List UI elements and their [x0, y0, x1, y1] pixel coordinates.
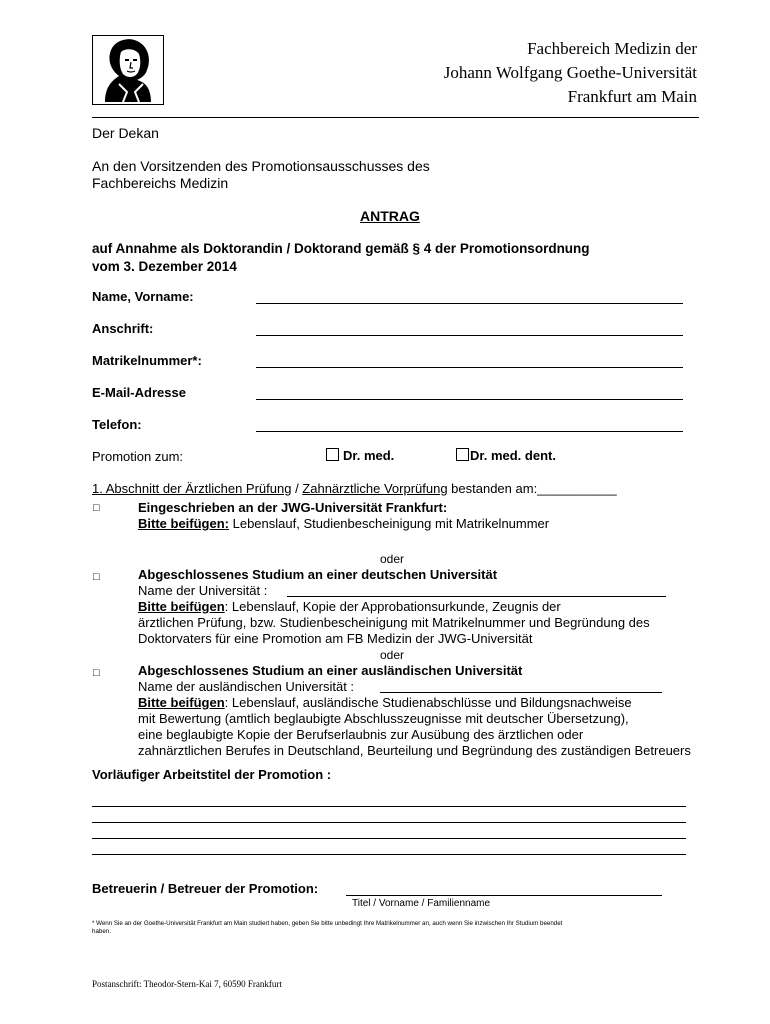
phone-input-line[interactable]: [256, 431, 683, 432]
work-title-line-4[interactable]: [92, 854, 686, 855]
option-b: [138, 567, 650, 647]
matriculation-input-line[interactable]: [256, 367, 683, 368]
exam-part-3: bestanden am:___________: [447, 481, 617, 496]
recipient: [92, 158, 430, 192]
option-a-attach-label: Bitte beifügen:: [138, 516, 229, 531]
checkbox-dr-med-dent[interactable]: [456, 448, 469, 461]
option-dr-med-dent[interactable]: [456, 448, 556, 463]
option-a-attach-text: Lebenslauf, Studienbescheinigung mit Matrikelnummer: [229, 516, 550, 531]
option-c-line-1: : Lebenslauf, ausländische Studienabschlüsse und Bildungsnachweise: [224, 695, 632, 710]
option-b-attach-label: Bitte beifügen: [138, 599, 225, 614]
field-label-email: E-Mail-Adresse: [92, 385, 186, 400]
field-label-address: Anschrift:: [92, 321, 154, 336]
recipient-line-2: Fachbereichs Medizin: [92, 175, 229, 191]
footnote-line-1: * Wenn Sie an der Goethe-Universität Frankfurt am Main studiert haben, geben Sie bitte unbedingt Ihre Matrikelnummer an, auch wenn Sie inzwischen Ihr Studium beendet: [92, 920, 563, 927]
option-dr-med-dent-label: Dr. med. dent.: [470, 448, 556, 463]
supervisor-input-line[interactable]: [346, 895, 662, 896]
option-b-checkbox[interactable]: □: [93, 571, 100, 583]
work-title-line-3[interactable]: [92, 838, 686, 839]
subtitle-line-2: vom 3. Dezember 2014: [92, 259, 237, 274]
option-b-line-3: Doktorvaters für eine Promotion am FB Medizin der JWG-Universität: [138, 631, 533, 646]
option-c-heading: Abgeschlossenes Studium an einer ausländischen Universität: [138, 663, 523, 678]
field-label-name: Name, Vorname:: [92, 289, 194, 304]
promotion-label: Promotion zum:: [92, 449, 184, 464]
exam-line: [92, 481, 617, 496]
work-title-line-1[interactable]: [92, 806, 686, 807]
recipient-line-1: An den Vorsitzenden des Promotionsausschusses des: [92, 158, 430, 174]
option-dr-med-label: Dr. med.: [343, 448, 395, 463]
option-c-line-4: zahnärztlichen Berufes in Deutschland, Beurteilung und Begründung des zuständigen Betreuers: [138, 743, 691, 758]
exam-part-1: 1. Abschnitt der Ärztlichen Prüfung: [92, 481, 292, 496]
option-dr-med[interactable]: [326, 448, 394, 463]
or-separator-2: oder: [380, 648, 405, 662]
option-b-uni-label: Name der Universität :: [138, 583, 268, 598]
option-c-uni-label: Name der ausländischen Universität :: [138, 679, 355, 694]
option-c-line-3: eine beglaubigte Kopie der Berufserlaubnis zur Ausübung des ärztlichen oder: [138, 727, 584, 742]
option-c-uni-input-line[interactable]: [380, 692, 662, 693]
sender: Der Dekan: [92, 125, 159, 141]
option-c: [138, 663, 691, 759]
footnote-line-2: haben.: [92, 928, 111, 935]
footnote: [92, 920, 702, 936]
supervisor-hint: Titel / Vorname / Familienname: [352, 898, 491, 909]
option-c-attach-label: Bitte beifügen: [138, 695, 225, 710]
field-label-matriculation: Matrikelnummer*:: [92, 353, 202, 368]
goethe-logo: [92, 35, 164, 105]
header-rule: [92, 117, 699, 118]
exam-part-2: Zahnärztliche Vorprüfung: [302, 481, 448, 496]
header-line-1: Fachbereich Medizin der: [527, 39, 697, 58]
option-a: [138, 500, 549, 532]
header-line-3: Frankfurt am Main: [567, 87, 697, 106]
option-c-checkbox[interactable]: □: [93, 667, 100, 679]
work-title-line-2[interactable]: [92, 822, 686, 823]
work-title-label: Vorläufiger Arbeitstitel der Promotion :: [92, 767, 332, 782]
field-label-phone: Telefon:: [92, 417, 142, 432]
subtitle-line-1: auf Annahme als Doktorandin / Doktorand gemäß § 4 der Promotionsordnung: [92, 241, 590, 256]
email-input-line[interactable]: [256, 399, 683, 400]
option-b-line-1: : Lebenslauf, Kopie der Approbationsurkunde, Zeugnis der: [224, 599, 561, 614]
option-b-uni-input-line[interactable]: [287, 596, 666, 597]
option-c-line-2: mit Bewertung (amtlich beglaubigte Abschlusszeugnisse mit deutscher Übersetzung),: [138, 711, 629, 726]
document-title: ANTRAG: [360, 208, 420, 224]
postal-address: Postanschrift: Theodor-Stern-Kai 7, 60590 Frankfurt: [92, 979, 282, 989]
option-b-line-2: ärztlichen Prüfung, bzw. Studienbescheinigung mit Matrikelnummer und Begründung des: [138, 615, 650, 630]
address-input-line[interactable]: [256, 335, 683, 336]
option-b-heading: Abgeschlossenes Studium an einer deutschen Universität: [138, 567, 498, 582]
document-subtitle: [92, 240, 590, 276]
option-a-checkbox[interactable]: □: [93, 502, 100, 514]
header-line-2: Johann Wolfgang Goethe-Universität: [443, 63, 697, 82]
checkbox-dr-med[interactable]: [326, 448, 339, 461]
faculty-header: [444, 37, 697, 109]
exam-separator: /: [291, 481, 303, 496]
supervisor-label: Betreuerin / Betreuer der Promotion:: [92, 881, 319, 896]
name-input-line[interactable]: [256, 303, 683, 304]
option-a-heading: Eingeschrieben an der JWG-Universität Frankfurt:: [138, 500, 448, 515]
or-separator-1: oder: [380, 552, 405, 566]
